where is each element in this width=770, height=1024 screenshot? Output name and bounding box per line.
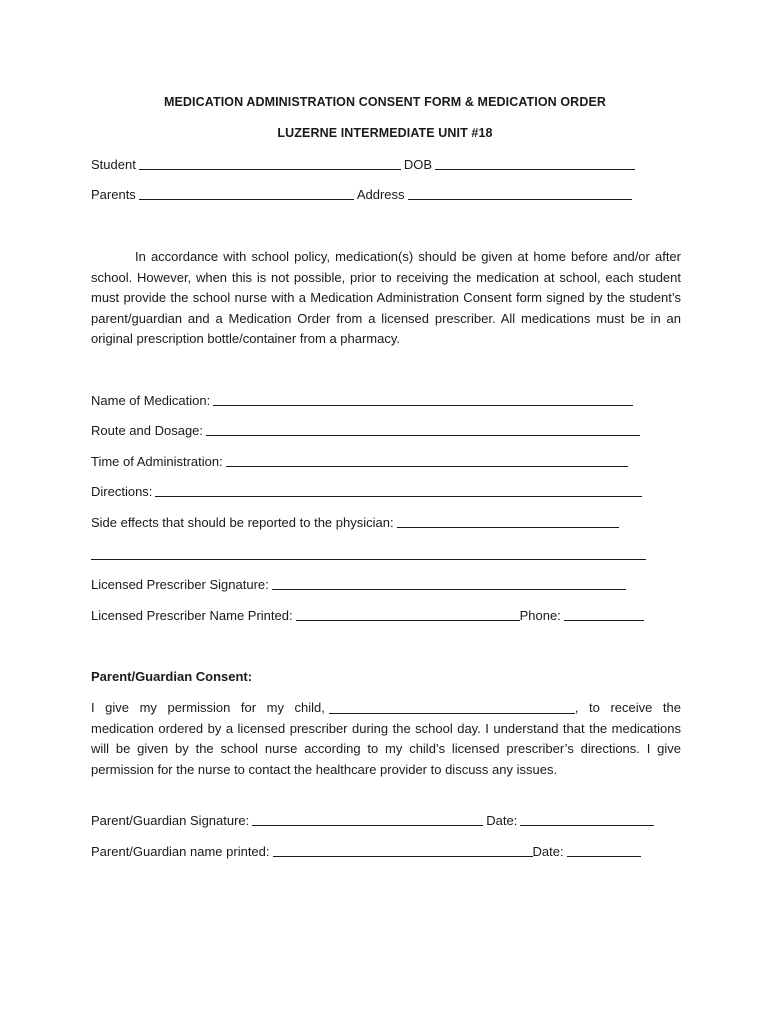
prescriber-signature-field[interactable] <box>272 577 626 590</box>
route-dosage-label: Route and Dosage: <box>91 423 204 438</box>
date-field-2[interactable] <box>567 844 641 857</box>
medication-name-field[interactable] <box>213 393 633 406</box>
phone-label: Phone: <box>519 608 561 623</box>
student-row <box>91 157 638 172</box>
time-admin-field[interactable] <box>226 454 628 467</box>
date-label-2: Date: <box>532 844 564 859</box>
guardian-signature-row <box>91 813 657 828</box>
phone-field[interactable] <box>564 608 644 621</box>
prescriber-signature-label: Licensed Prescriber Signature: <box>91 577 269 592</box>
policy-paragraph <box>91 247 681 350</box>
parents-field[interactable] <box>139 187 354 200</box>
guardian-signature-field[interactable] <box>252 813 483 826</box>
time-admin-label: Time of Administration: <box>91 454 223 469</box>
route-dosage-field[interactable] <box>206 423 640 436</box>
time-admin-row <box>91 454 631 469</box>
route-dosage-row <box>91 423 643 438</box>
parents-label: Parents <box>91 187 136 202</box>
dob-field[interactable] <box>435 157 635 170</box>
student-label: Student <box>91 157 136 172</box>
consent-text-body: medication ordered by a licensed prescriber during the school day. I understand that the medications will be given by the school nurse according to my child’s licensed prescriber’s directions. I give permission for the nurse to contact the healthcare provider to discuss any issues. <box>91 720 681 777</box>
side-effects-row <box>91 515 622 530</box>
medication-name-label: Name of Medication: <box>91 393 211 408</box>
dob-label: DOB <box>403 157 432 172</box>
consent-text-after: , to receive the <box>574 700 681 715</box>
policy-text: In accordance with school policy, medication(s) should be given at home before and/or after school. However, when this is not possible, prior to receiving the medication at school, each student must provide the school nurse with a Medication Administration Consent form signed by the student’s parent/guardian and a Medication Order from a licensed prescriber. All medications must be in an original prescription bottle/container from a pharmacy. <box>91 249 681 346</box>
parents-row <box>91 187 635 202</box>
student-field[interactable] <box>139 157 401 170</box>
consent-text-before: I give my permission for my child, <box>91 700 325 715</box>
directions-label: Directions: <box>91 484 153 499</box>
guardian-name-label: Parent/Guardian name printed: <box>91 844 270 859</box>
directions-field[interactable] <box>155 484 642 497</box>
side-effects-extra-line[interactable] <box>91 559 646 560</box>
date-field-1[interactable] <box>520 813 654 826</box>
prescriber-name-field[interactable] <box>296 608 520 621</box>
side-effects-label: Side effects that should be reported to the physician: <box>91 515 394 530</box>
medication-name-row <box>91 393 636 408</box>
prescriber-signature-row <box>91 577 629 592</box>
side-effects-field[interactable] <box>397 515 619 528</box>
prescriber-name-label: Licensed Prescriber Name Printed: <box>91 608 293 623</box>
address-label: Address <box>356 187 405 202</box>
form-subtitle: LUZERNE INTERMEDIATE UNIT #18 <box>277 126 493 140</box>
date-label-1: Date: <box>486 813 518 828</box>
child-name-field[interactable] <box>329 701 575 714</box>
address-field[interactable] <box>408 187 632 200</box>
form-title: MEDICATION ADMINISTRATION CONSENT FORM & MEDICATION ORDER <box>163 95 607 109</box>
consent-paragraph <box>91 698 681 780</box>
guardian-name-row <box>91 844 644 859</box>
guardian-signature-label: Parent/Guardian Signature: <box>91 813 250 828</box>
prescriber-name-row <box>91 608 647 623</box>
consent-heading: Parent/Guardian Consent: <box>91 669 253 684</box>
directions-row <box>91 484 645 499</box>
guardian-name-field[interactable] <box>273 844 533 857</box>
